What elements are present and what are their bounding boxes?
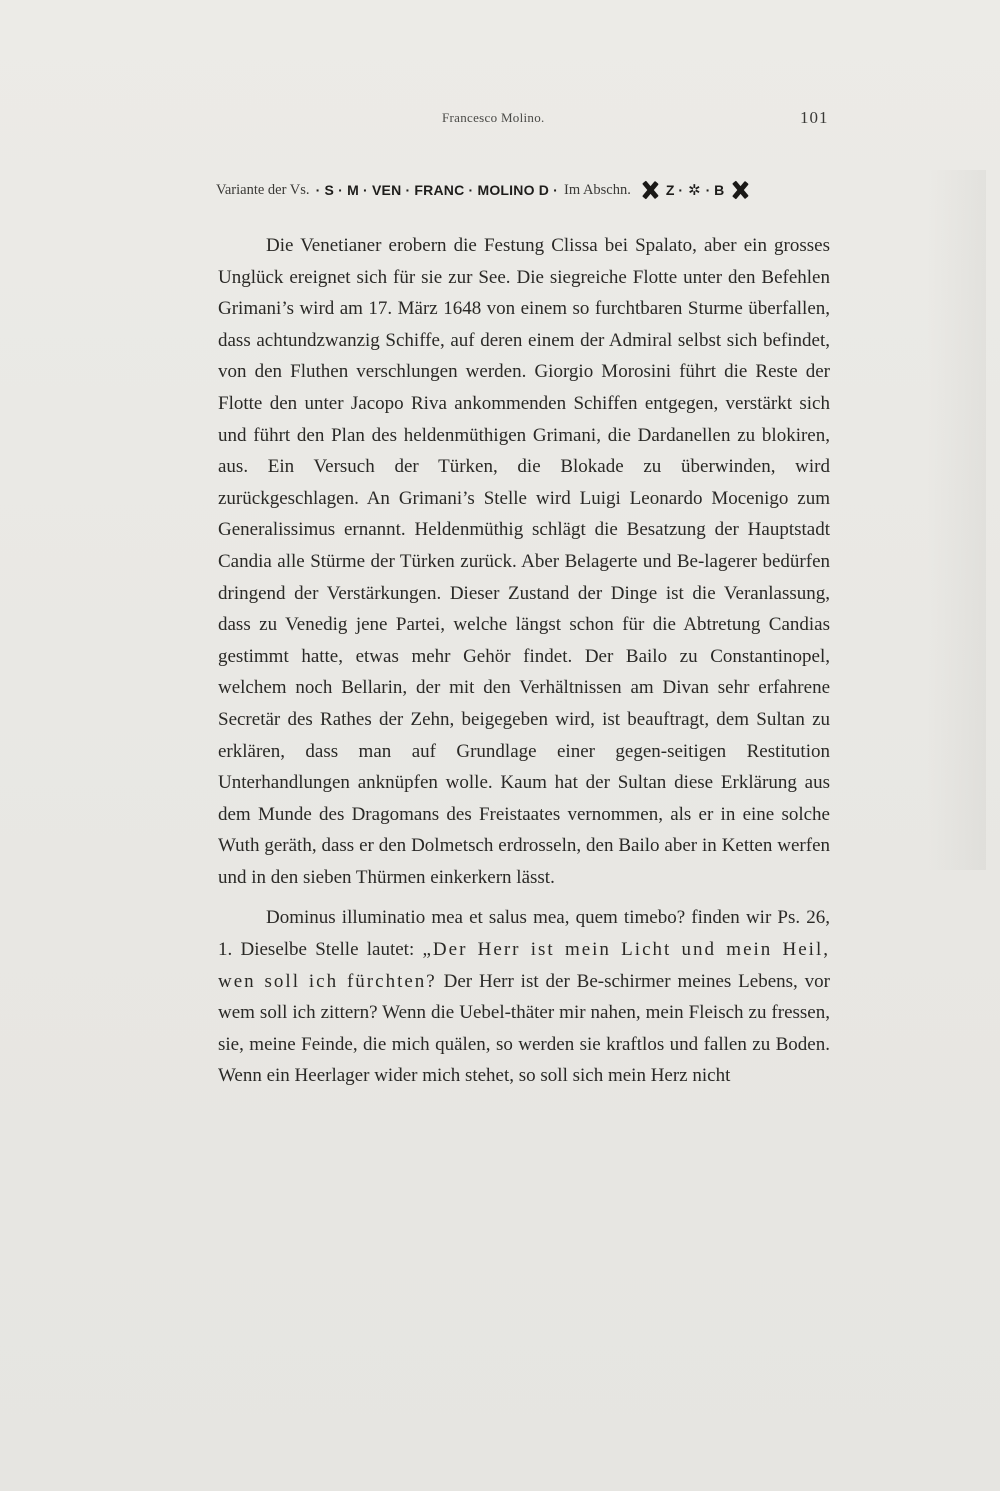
variant-label: Variante der Vs. xyxy=(216,181,310,198)
page-shadow xyxy=(926,170,986,870)
exergue-letter-z: Z · xyxy=(665,182,683,198)
star-icon: ✲ xyxy=(687,181,701,199)
running-head xyxy=(0,110,1000,130)
paragraph-psalm xyxy=(218,902,830,1092)
page-number: 101 xyxy=(800,108,829,127)
body-text xyxy=(218,230,830,1092)
running-title: Francesco Molino. xyxy=(442,110,545,125)
cross-icon xyxy=(731,181,749,199)
coin-variant-line xyxy=(216,176,836,204)
exergue-label: Im Abschn. xyxy=(564,181,631,198)
psalm-quote: „Der Herr ist mein Licht und mein Heil, wen soll ich fürchten? xyxy=(218,939,830,992)
psalm-intro: Dominus illuminatio mea et salus mea, quem timebo? finden wir Ps. 26, 1. Dieselbe Stelle lautet: xyxy=(218,907,830,961)
exergue-letter-b: · B xyxy=(705,182,725,198)
cross-icon xyxy=(641,181,659,199)
paragraph-history: Die Venetianer erobern die Festung Clissa bei Spalato, aber ein grosses Unglück ereignet sich für sie zur See. Die siegreiche Flotte unter den Befehlen Grimani’s wird am 17. März 1648 von einem so furchtbaren Sturme überfallen, dass achtundzwanzig Schiffe, auf deren einem der Admiral selbst sich befindet, von den Fluthen verschlungen werden. Giorgio Morosini führt die Reste der Flotte den unter Jacopo Riva ankommenden Schiffen entgegen, verstärkt sich und führt den Plan des heldenmüthigen Grimani, die Dardanellen zu blokiren, aus. Ein Versuch der Türken, die Blokade zu überwinden, wird zurückgeschlagen. An Grimani’s Stelle wird Luigi Leonardo Mocenigo zum Generalissimus ernannt. Heldenmüthig schlägt die Besatzung der Hauptstadt Candia alle Stürme der Türken zurück. Aber Belagerte und Be-lagerer bedürfen dringend der Verstärkungen. Dieser Zustand der Dinge ist die Veranlassung, dass zu Venedig jene Partei, welche längst schon für die Abtretung Candias gestimmt hatte, etwas mehr Gehör findet. Der Bailo zu Constantinopel, welchem noch Bellarin, der mit den Verhältnissen am Divan sehr erfahrene Secretär des Rathes der Zehn, beigegeben wird, ist beauftragt, dem Sultan zu erklären, dass man auf Grundlage einer gegen-seitigen Restitution Unterhandlungen anknüpfen wolle. Kaum hat der Sultan diese Erklärung aus dem Munde des Dragomans des Freistaates vernommen, als er in eine solche Wuth geräth, dass er den Dolmetsch erdrosseln, den Bailo aber in Ketten werfen und in den sieben Thürmen einkerkern lässt. xyxy=(218,235,830,888)
psalm-rest: Der Herr ist der Be-schirmer meines Lebens, vor wem soll ich zittern? Wenn die Uebel-thäter mir nahen, mein Fleisch zu fressen, sie, meine Feinde, die mich quälen, so werden sie kraftlos und fallen zu Boden. Wenn ein Heerlager wider mich stehet, so soll sich mein Herz nicht xyxy=(218,970,830,1087)
coin-legend: · S · M · VEN · FRANC · MOLINO D · xyxy=(315,182,559,198)
